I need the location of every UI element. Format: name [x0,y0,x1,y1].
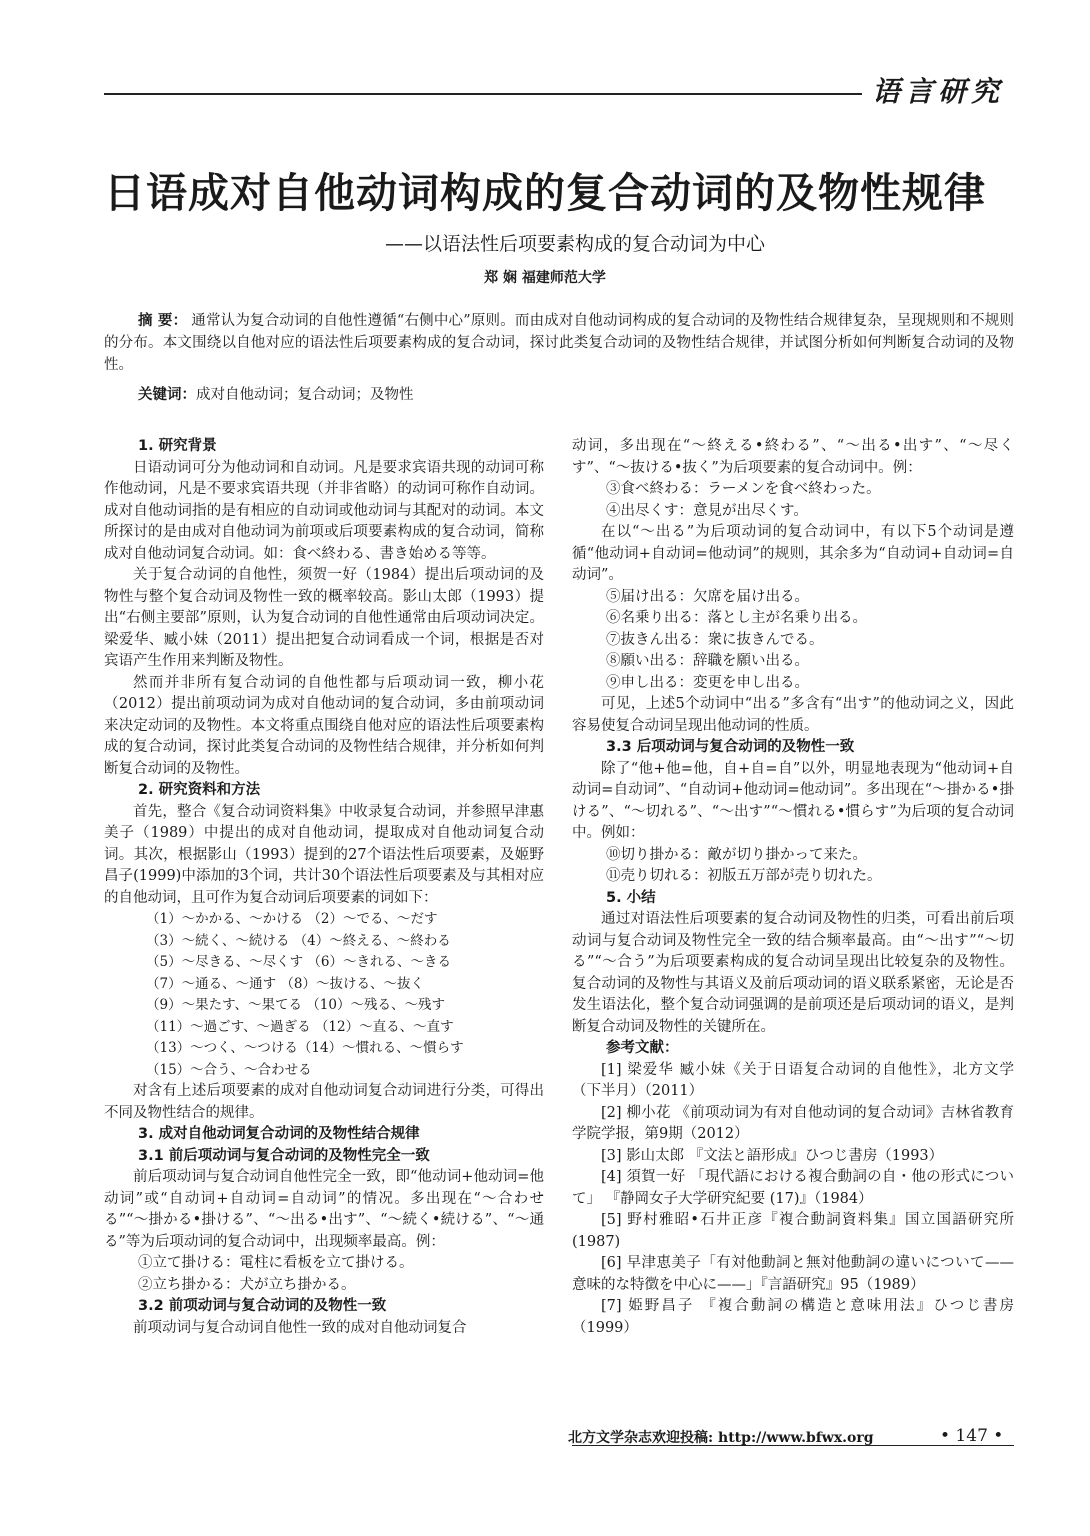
paragraph: 然而并非所有复合动词的自他性都与后项动词一致，柳小花（2012）提出前项动词为成对自他动词的复合动词，多由前项动词来决定动词的及物性。本文将重点围绕自他对应的语法性后项要素构成的复合动词，探讨此类复合动词的及物性结合规律，并分析如何判断复合动词的及物性。 [104,674,544,777]
paragraph: 除了“他+他=他，自+自=自”以外，明显地表现为“他动词+自动词=自动词”、“自动词+他动词=他动词”。多出现在“～掛かる•掛ける”、“～切れる”、“～出す”“～慣れる•慣らす”为后项的复合动词中。例如： [572,760,1014,841]
list-item: （7）～通る、～通す （8）～抜ける、～抜く [146,975,424,992]
abstract-text: 通常认为复合动词的自他性遵循“右侧中心”原则。而由成对自他动词构成的复合动词的及物性结合规律复杂，呈现规则和不规则的分布。本文围绕以自他对应的语法性后项要素构成的复合动词，探讨此类复合动词的及物性结合规律，并试图分析如何判断复合动词的及物性。 [104,313,1014,373]
keywords [104,384,1014,406]
reference-item: [4] 須賀一好 「現代語における複合動詞の自・他の形式について」 『静岡女子大学研究紀要 (17)』（1984） [572,1169,1014,1207]
reference-item: [7] 姫野昌子 『複合動詞の構造と意味用法』ひつじ書房（1999） [572,1298,1014,1336]
page-number: • 147 • [940,1426,1004,1446]
list-item: （3）～続く、～続ける （4）～終える、～終わる [146,932,451,949]
paragraph: 对含有上述后项要素的成对自他动词复合动词进行分类，可得出不同及物性结合的规律。 [104,1083,544,1121]
reference-item: [5] 野村雅昭•石井正彦『複合動詞資料集』国立国語研究所 (1987) [572,1212,1014,1250]
example: ④出尽くす：意見が出尽くす。 [606,502,808,519]
header-rule [104,93,862,95]
paragraph: 动词，多出现在“～終える•終わる”、“～出る•出す”、“～尽くす”、“～抜ける•抜く”为后项要素的复合动词中。例： [572,438,1014,476]
right-column [572,436,1014,1339]
list-item: （15）～合う、～合わせる [146,1061,312,1078]
paragraph: 可见，上述5个动词中“出る”多含有“出す”的他动词之义，因此容易使复合动词呈现出他动词的性质。 [572,696,1014,734]
keywords-label: 关键词： [138,387,196,403]
article-subtitle: ——以语法性后项要素构成的复合动词为中心 [384,233,765,255]
example: ②立ち掛かる：犬が立ち掛かる。 [138,1276,356,1293]
list-item: （11）～過ごす、～過ぎる （12）～直る、～直す [146,1018,454,1035]
paragraph: 通过对语法性后项要素的复合动词及物性的归类，可看出前后项动词与复合动词及物性完全一致的结合频率最高。由“～出す”“～切る”“～合う”为后项要素构成的复合动词呈现出比较复杂的及物性。复合动词的及物性与其语义及前后项动词的语义联系紧密，无论是否发生语法化，整个复合动词强调的是前项还是后项动词的语义，是判断复合动词及物性的关键所在。 [572,911,1014,1035]
example: ⑩切り掛かる：敵が切り掛かって来た。 [606,846,867,863]
example: ⑦抜きん出る：衆に抜きんでる。 [606,631,824,648]
heading-1: 1. 研究背景 [138,438,217,454]
example: ⑧願い出る：辞職を願い出る。 [606,653,809,669]
footer-submission-text: 北方文学杂志欢迎投稿: http://www.bfwx.org [568,1430,874,1446]
article-title: 日语成对自他动词构成的复合动词的及物性规律 [104,169,986,217]
abstract-label: 摘 要： [138,313,188,329]
example: ⑪売り切れる：初版五万部が売り切れた。 [606,868,882,884]
heading-3-1: 3.1 前后项动词与复合动词的及物性完全一致 [138,1147,430,1164]
left-column [104,436,544,1339]
paragraph: 日语动词可分为他动词和自动词。凡是要求宾语共现的动词可称作他动词，凡是不要求宾语共现（并非省略）的动词可称作自动词。成对自他动词指的是有相应的自动词或他动词与其配对的动词。本文所探讨的是由成对自他动词为前项或后项要素构成的复合动词，简称成对自他动词复合动词。如：食べ終わる、書き始める等等。 [104,459,544,562]
example: ⑨申し出る：変更を申し出る。 [606,674,809,691]
keywords-text: 成对自他动词；复合动词；及物性 [196,387,414,403]
example: ⑤届け出る：欠席を届け出る。 [606,588,809,605]
abstract [104,310,1014,376]
list-item: （9）～果たす、～果てる （10）～残る、～残す [146,997,445,1013]
list-item: （1）～かかる、～かける （2）～でる、～だす [146,911,438,927]
reference-item: [2] 柳小花 《前项动词为有对自他动词的复合动词》吉林省教育学院学报，第9期（2012） [572,1104,1014,1142]
paragraph: 前项动词与复合动词自他性一致的成对自他动词复合 [133,1319,467,1336]
heading-5: 5. 小结 [606,889,656,906]
heading-2: 2. 研究资料和方法 [138,782,261,798]
paragraph: 关于复合动词的自他性，须贺一好（1984）提出后项动词的及物性与整个复合动词及物性一致的概率较高。影山太郎（1993）提出“右侧主要部”原则，认为复合动词的自他性通常由后项动词决定。梁爱华、臧小妹（2011）提出把复合动词看成一个词，根据是否对宾语产生作用来判断及物性。 [104,567,544,669]
list-item: （5）～尽きる、～尽くす （6）～きれる、～きる [146,954,451,970]
paragraph: 前后项动词与复合动词自他性完全一致，即“他动词+他动词=他动词”或“自动词+自动词=自动词”的情况。多出现在“～合わせる”“～掛かる•掛ける”、“～出る•出す”、“～続く•続ける”、“～通る”等为后项动词的复合动词中，出现频率最高。例： [104,1169,544,1250]
heading-3: 3. 成对自他动词复合动词的及物性结合规律 [138,1126,420,1142]
list-item: （13）～つく、～つける（14）～慣れる、～慣らす [146,1040,464,1056]
reference-item: [3] 影山太郎 『文法と語形成』ひつじ書房（1993） [601,1147,944,1164]
example: ⑥名乗り出る：落とし主が名乗り出る。 [606,610,867,626]
example: ①立て掛ける：電柱に看板を立て掛ける。 [138,1255,414,1271]
reference-item: [6] 早津恵美子「有対他動詞と無対他動詞の違いについて——意味的な特徴を中心に——」『言語研究』95（1989） [572,1255,1014,1293]
example: ③食べ終わる：ラーメンを食べ終わった。 [606,481,881,497]
references-heading: 参考文献： [606,1040,679,1056]
heading-3-2: 3.2 前项动词与复合动词的及物性一致 [138,1298,387,1314]
reference-item: [1] 梁爱华 臧小妹《关于日语复合动词的自他性》，北方文学（下半月）（2011） [572,1061,1014,1099]
section-title: 语言研究 [872,75,1005,108]
paragraph: 首先，整合《复合动词资料集》中收录复合动词，并参照早津惠美子（1989）中提出的成对自他动词，提取成对自他动词复合动词。其次，根据影山（1993）提到的27个语法性后项要素，及姬野昌子(1999)中添加的3个词，共计30个语法性后项要素及与其相对应的自他动词，且可作为复合动词后项要素的词如下： [104,803,544,906]
paragraph: 在以“～出る”为后项动词的复合动词中，有以下5个动词是遵循“他动词+自动词=他动词”的规则，其余多为“自动词+自动词=自动词”。 [572,524,1014,583]
author-line: 郑 娴 福建师范大学 [484,270,606,286]
heading-3-3: 3.3 后项动词与复合动词的及物性一致 [606,739,855,755]
